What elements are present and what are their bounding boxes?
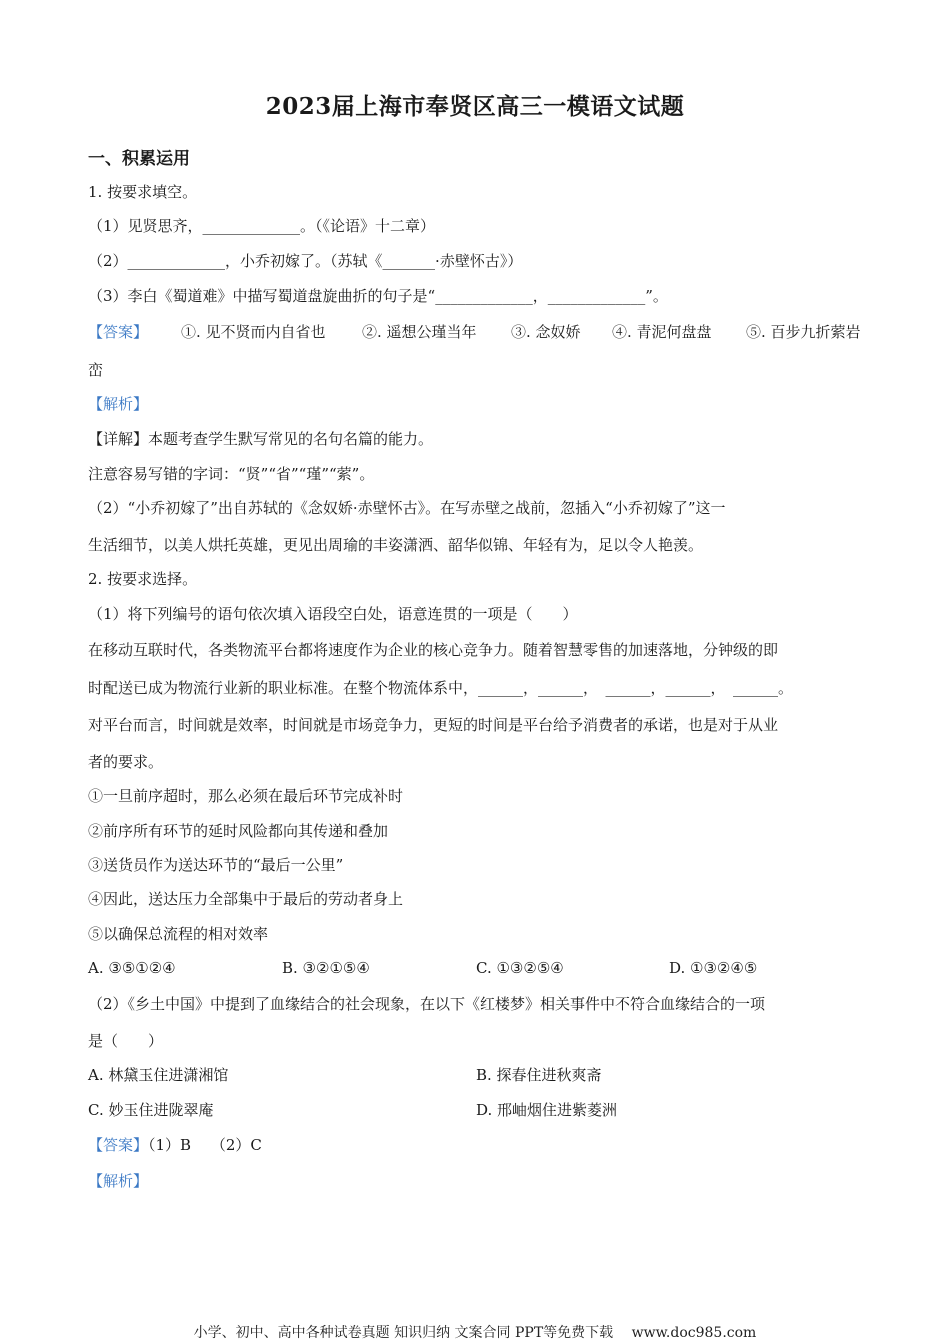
q2-part2-stem-cont: 是（ ）	[88, 1032, 164, 1050]
q1-answer-3: ③. 念奴娇	[511, 323, 581, 341]
q2-paragraph-4: 者的要求。	[88, 753, 164, 771]
q1-detail-1: 【详解】本题考查学生默写常见的名句名篇的能力。	[88, 430, 434, 448]
q2-item-5: ⑤以确保总流程的相对效率	[88, 925, 269, 943]
q1-stem: 1. 按要求填空。	[88, 183, 198, 201]
q2-answer-tag: 【答案】	[88, 1136, 149, 1154]
q2-part2-option-c: C. 妙玉住进陇翠庵	[88, 1101, 214, 1119]
q2-paragraph-1: 在移动互联时代，各类物流平台都将速度作为企业的核心竞争力。随着智慧零售的加速落地，分钟级的即	[88, 641, 779, 659]
q1-answer-4: ④. 青泥何盘盘	[612, 323, 712, 341]
q2-paragraph-2: 时配送已成为物流行业新的职业标准。在整个物流体系中，______，______， ______，______， ______。	[88, 679, 794, 697]
q1-detail-3: （2）“小乔初嫁了”出自苏轼的《念奴娇·赤壁怀古》。在写赤壁之战前，忽插入“小乔初嫁了”这一	[88, 499, 726, 517]
q2-part1-option-a: A. ③⑤①②④	[88, 959, 176, 977]
page-title: 2023届上海市奉贤区高三一模语文试题	[265, 93, 685, 120]
q2-part1-option-c: C. ①③②⑤④	[476, 959, 564, 977]
q1-sub1: （1）见贤思齐，_____________。（《论语》十二章）	[88, 217, 436, 235]
q2-part2-stem: （2）《乡土中国》中提到了血缘结合的社会现象，在以下《红楼梦》相关事件中不符合血缘结合的一项	[88, 995, 766, 1013]
q1-answer-5: ⑤. 百步九折萦岩	[746, 323, 861, 341]
q1-analysis-tag: 【解析】	[88, 395, 149, 413]
q1-answer-1: ①. 见不贤而内自省也	[181, 323, 326, 341]
q2-item-4: ④因此，送达压力全部集中于最后的劳动者身上	[88, 890, 404, 908]
q2-part1-option-b: B. ③②①⑤④	[282, 959, 370, 977]
q1-answer-cont: 峦	[88, 361, 104, 379]
page-footer: 小学、初中、高中各种试卷真题 知识归纳 文案合同 PPT等免费下载 www.doc985.com	[193, 1325, 757, 1341]
q1-sub3: （3）李白《蜀道难》中描写蜀道盘旋曲折的句子是“_____________，_____________”。	[88, 287, 668, 305]
q2-stem: 2. 按要求选择。	[88, 570, 198, 588]
q2-answer-row	[88, 1135, 262, 1155]
q2-part1-stem: （1）将下列编号的语句依次填入语段空白处，语意连贯的一项是（ ）	[88, 605, 578, 623]
q2-part2-option-b: B. 探春住进秋爽斋	[476, 1066, 602, 1084]
q2-paragraph-3: 对平台而言，时间就是效率，时间就是市场竞争力，更短的时间是平台给予消费者的承诺，也是对于从业	[88, 716, 779, 734]
q1-answer-2: ②. 遥想公瑾当年	[362, 323, 477, 341]
q1-detail-2: 注意容易写错的字词：“贤”“省”“瑾”“萦”。	[88, 465, 375, 483]
q2-part1-option-d: D. ①③②④⑤	[669, 959, 758, 977]
q2-item-2: ②前序所有环节的延时风险都向其传递和叠加	[88, 822, 389, 840]
q1-detail-4: 生活细节，以美人烘托英雄，更见出周瑜的丰姿潇洒、韶华似锦、年轻有为，足以令人艳羡。	[88, 536, 704, 554]
q2-part2-option-d: D. 邢岫烟住进紫菱洲	[476, 1101, 618, 1119]
q2-item-1: ①一旦前序超时，那么必须在最后环节完成补时	[88, 787, 404, 805]
q2-part2-option-a: A. 林黛玉住进潇湘馆	[88, 1066, 229, 1084]
q1-answer-tag: 【答案】	[88, 323, 149, 341]
q2-answer-text: （1）B （2）C	[148, 1136, 262, 1154]
q2-analysis-tag: 【解析】	[88, 1172, 149, 1190]
q1-sub2: （2）_____________，小乔初嫁了。（苏轼《_______·赤壁怀古》）	[88, 252, 523, 270]
q2-item-3: ③送货员作为送达环节的“最后一公里”	[88, 856, 344, 874]
section-heading: 一、积累运用	[88, 149, 190, 169]
